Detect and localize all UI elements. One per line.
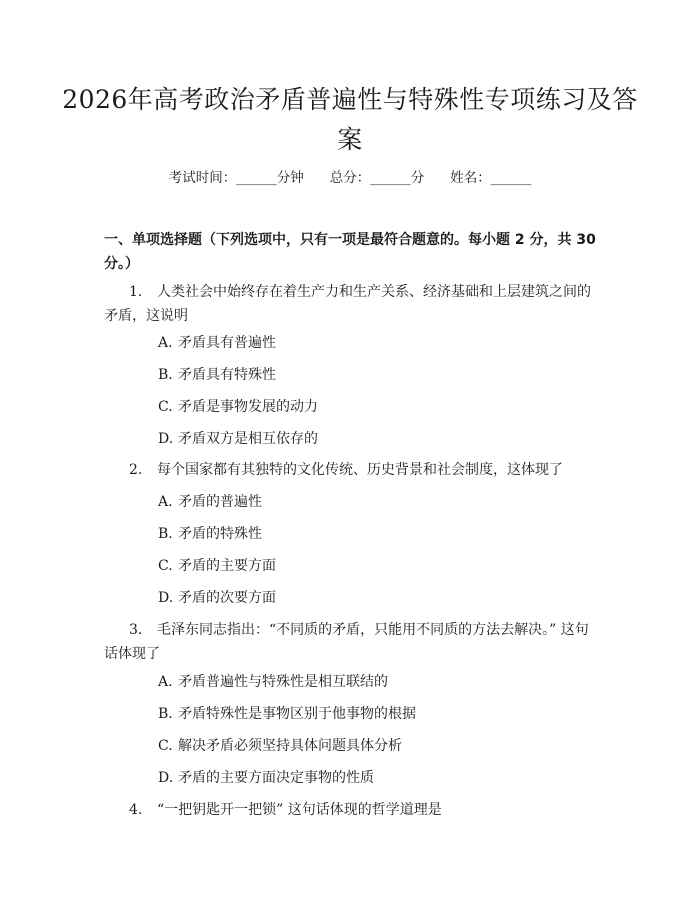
question-number: 4.	[129, 802, 143, 818]
option-1b	[158, 365, 578, 385]
option-text: 矛盾的主要方面决定事物的性质	[178, 770, 374, 786]
option-text: 矛盾的普遍性	[178, 494, 262, 510]
option-letter: C.	[158, 399, 173, 415]
option-letter: B.	[158, 526, 173, 542]
option-text: 矛盾的主要方面	[178, 558, 276, 574]
score-field: 总分：______分	[329, 170, 425, 186]
option-letter: D.	[158, 770, 174, 786]
option-letter: C.	[158, 738, 173, 754]
option-1d	[158, 429, 578, 449]
option-letter: A.	[158, 674, 173, 690]
question-text: “一把钥匙开一把锁” 这句话体现的哲学道理是	[157, 802, 442, 818]
option-2b	[158, 524, 578, 544]
option-text: 矛盾具有普遍性	[178, 335, 276, 351]
option-letter: D.	[158, 590, 174, 606]
option-text: 矛盾是事物发展的动力	[178, 399, 318, 415]
section-heading: 一、单项选择题（下列选项中，只有一项是最符合题意的。每小题 2 分，共 30 分。）	[104, 232, 596, 272]
option-3d	[158, 768, 578, 788]
option-2c	[158, 556, 578, 576]
option-text: 矛盾的次要方面	[178, 590, 276, 606]
question-text: 人类社会中始终存在着生产力和生产关系、经济基础和上层建筑之间的矛盾，这说明	[104, 284, 591, 324]
question-number: 2.	[129, 462, 143, 478]
option-letter: A.	[158, 335, 173, 351]
question-4	[104, 798, 599, 822]
question-text: 毛泽东同志指出：“不同质的矛盾，只能用不同质的方法去解决。” 这句话体现了	[104, 622, 589, 662]
option-text: 解决矛盾必须坚持具体问题具体分析	[178, 738, 402, 754]
option-letter: B.	[158, 706, 173, 722]
option-letter: A.	[158, 494, 173, 510]
option-3a	[158, 672, 578, 692]
name-field: 姓名：______	[450, 170, 532, 186]
option-1a	[158, 333, 578, 353]
question-2	[104, 458, 599, 482]
option-text: 矛盾的特殊性	[178, 526, 262, 542]
option-1c	[158, 397, 578, 417]
time-field: 考试时间：______分钟	[168, 170, 304, 186]
question-3	[104, 618, 599, 666]
option-2a	[158, 492, 578, 512]
option-2d	[158, 588, 578, 608]
option-text: 矛盾普遍性与特殊性是相互联结的	[178, 674, 388, 690]
option-text: 矛盾双方是相互依存的	[178, 431, 318, 447]
page-title: 2026年高考政治矛盾普遍性与特殊性专项练习及答案	[62, 85, 638, 154]
option-letter: B.	[158, 367, 173, 383]
option-letter: C.	[158, 558, 173, 574]
option-letter: D.	[158, 431, 174, 447]
option-text: 矛盾特殊性是事物区别于他事物的根据	[178, 706, 416, 722]
exam-meta	[0, 168, 700, 188]
question-number: 1.	[129, 284, 143, 300]
question-number: 3.	[129, 622, 143, 638]
option-text: 矛盾具有特殊性	[178, 367, 276, 383]
option-3c	[158, 736, 578, 756]
question-1	[104, 280, 599, 328]
option-3b	[158, 704, 578, 724]
question-text: 每个国家都有其独特的文化传统、历史背景和社会制度，这体现了	[157, 462, 563, 478]
